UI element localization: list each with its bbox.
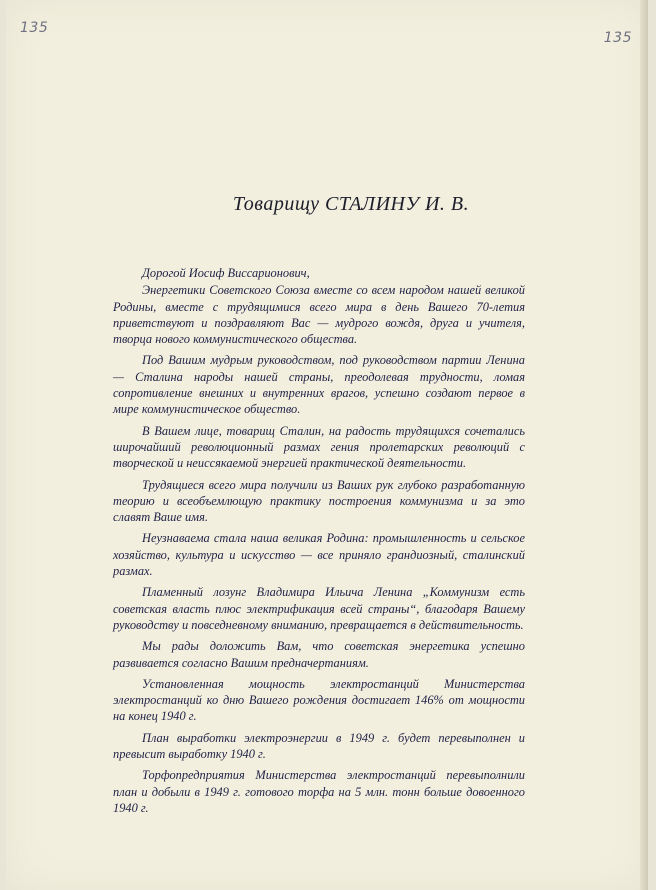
paragraph-6: Пламенный лозунг Владимира Ильича Ленина „Коммунизм есть советская власть плюс электрификация всей страны“, благодаря Вашему руководству и повседневному вниманию, превращается в действительность. (113, 585, 525, 632)
letter-title: Товарищу СТАЛИНУ И. В. (232, 193, 470, 215)
paragraph-10: Торфопредприятия Министерства электростанций перевыполнили план и добыли в 1949 г. готового торфа на 5 млн. тонн больше довоенного 1940 г. (113, 768, 525, 815)
paragraph-1: Энергетики Советского Союза вместе со всем народом нашей великой Родины, вместе с трудящимися всего мира в день Вашего 70-летия приветствуют и поздравляют Вас — мудрого вождя, друга и учителя, творца нового коммунистического общества. (113, 283, 525, 347)
handwritten-page-number-right: 135 (603, 30, 632, 46)
page-edge (640, 0, 648, 890)
salutation: Дорогой Иосиф Виссарионович, (142, 266, 310, 280)
paragraph-7: Мы рады доложить Вам, что советская энергетика успешно развивается согласно Вашим предначертаниям. (113, 639, 525, 670)
paragraph-9: План выработки электроэнергии в 1949 г. будет перевыполнен и превысит выработку 1940 г. (113, 730, 525, 762)
paragraph-4: Трудящиеся всего мира получили из Ваших рук глубоко разработанную теорию и всеобъемлющую практику построения коммунизма и за это славят Ваше имя. (113, 477, 525, 525)
paragraph-3: В Вашем лице, товарищ Сталин, на радость трудящихся сочетались широчайший революционный размах гения пролетарских революций с творческой и неиссякаемой энергией практической деятельности. (113, 423, 525, 471)
handwritten-page-number-left: 135 (20, 20, 49, 36)
paragraph-2: Под Вашим мудрым руководством, под руководством партии Ленина — Сталина народы нашей страны, преодолевая трудности, ломая сопротивление внешних и внутренних врагов, успешно создают первое в мире коммунистическое общество. (113, 353, 525, 417)
paragraph-8: Установленная мощность электростанций Министерства электростанций ко дню Вашего рождения достигает 146% от мощности на конец 1940 г. (113, 676, 525, 724)
letter-body (113, 265, 525, 821)
paragraph-5: Неузнаваема стала наша великая Родина: промышленность и сельское хозяйство, культура и искусство — все приняло грандиозный, сталинский размах. (113, 531, 525, 579)
